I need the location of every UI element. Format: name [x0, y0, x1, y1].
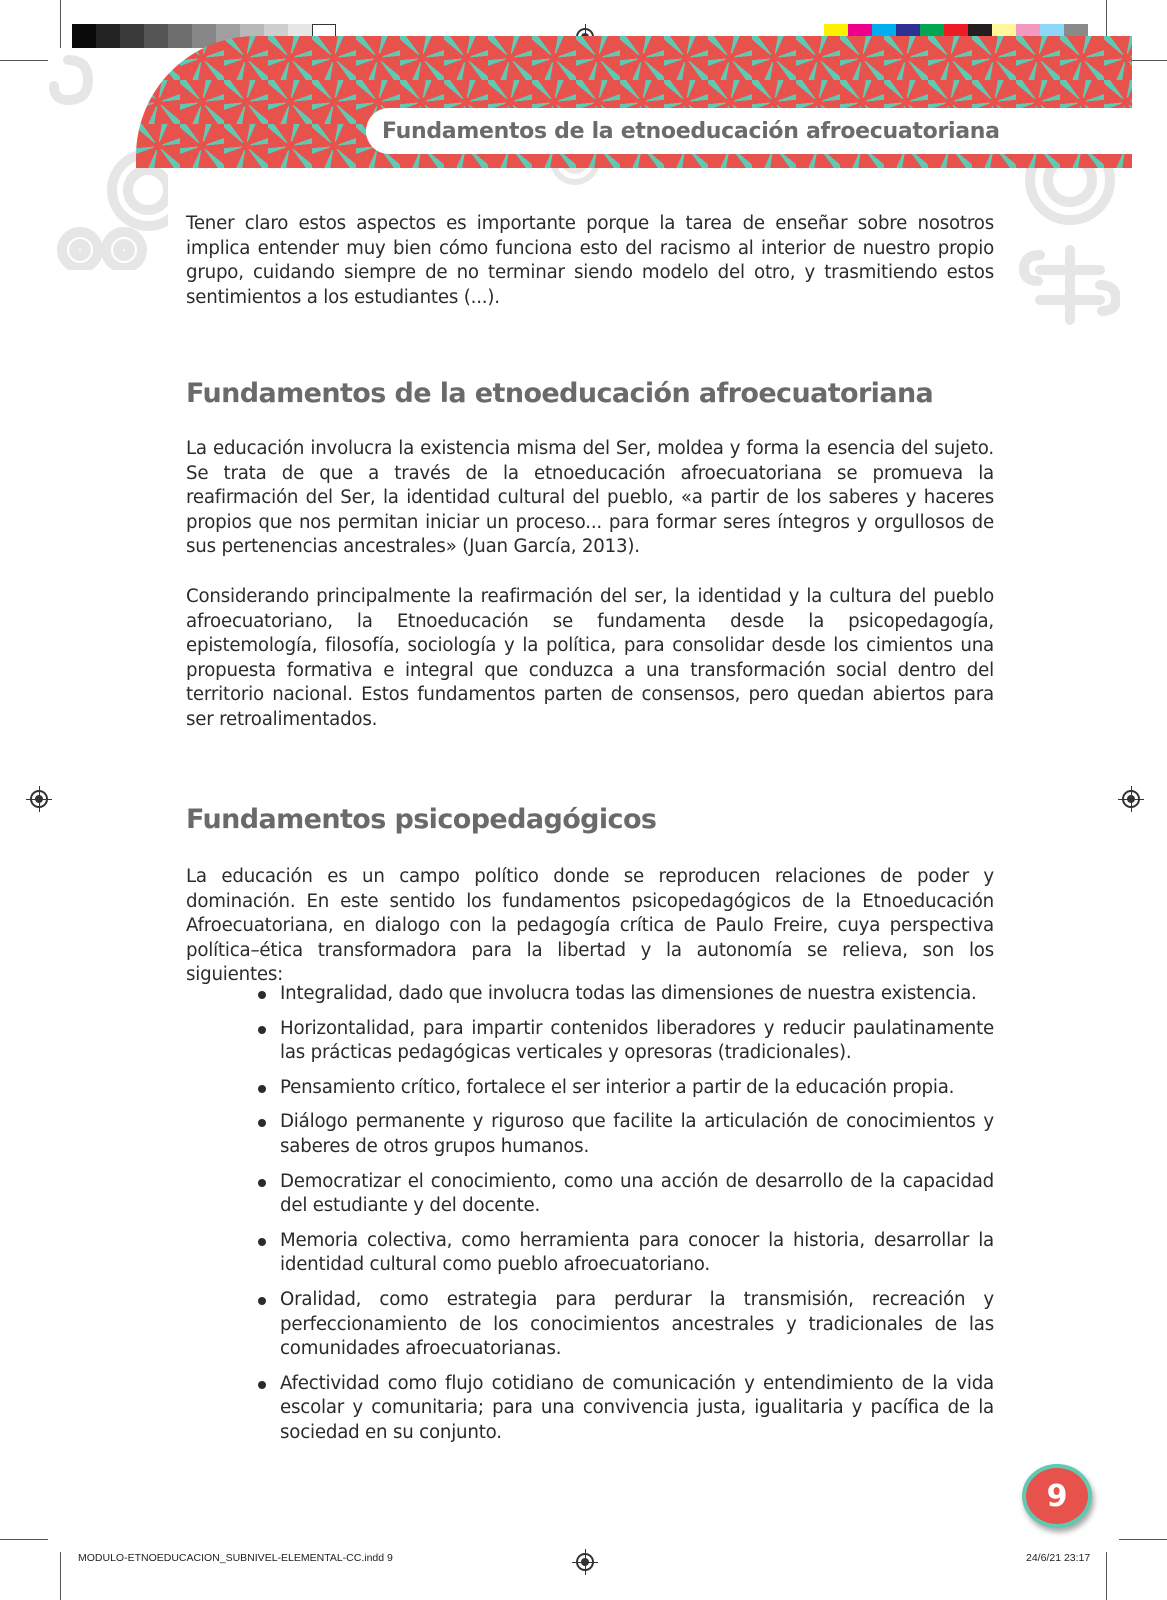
- crop-mark: [0, 1539, 48, 1540]
- section-heading: Fundamentos psicopedagógicos: [186, 804, 657, 835]
- registration-mark: [576, 1553, 594, 1571]
- principles-list-wrap: [256, 982, 994, 1456]
- list-item: Diálogo permanente y riguroso que facilite la articulación de conocimientos y saberes de otros grupos humanos.: [256, 1110, 994, 1159]
- section-paragraph: Considerando principalmente la reafirmación del ser, la identidad y la cultura del pueblo afroecuatoriano, la Etnoeducación se fundamenta desde la psicopedagogía, epistemología, filosofía, sociología y la política, para consolidar desde los cimientos una propuesta formativa e integral que conduzca a una transformación social dentro del territorio nacional. Estos fundamentos parten de consensos, pero quedan abiertos para ser retroalimentados.: [186, 586, 994, 730]
- section-paragraph: La educación es un campo político donde se reproducen relaciones de poder y dominación. En este sentido los fundamentos psicopedagógicos de la Etnoeducación Afroecuatoriana, en dialogo con la pedagogía crítica de Paulo Freire, cuya perspectiva política–ética transformadora para la libertad y la autonomía se relieva, son los siguientes:: [186, 866, 994, 986]
- crop-mark: [60, 1552, 61, 1600]
- running-header-title: Fundamentos de la etnoeducación afroecuatoriana: [382, 118, 1000, 144]
- crop-mark: [1106, 1552, 1107, 1600]
- section-etnoeducacion-body-2: [186, 585, 994, 733]
- list-item: Oralidad, como estrategia para perdurar la transmisión, recreación y perfeccionamiento de los conocimientos ancestrales y tradicionales de las comunidades afroecuatorianas.: [256, 1288, 994, 1362]
- page-number: 9: [1046, 1478, 1068, 1514]
- spiral-ornament-right: [1010, 160, 1120, 330]
- intro-block: [186, 212, 994, 310]
- list-item: Pensamiento crítico, fortalece el ser interior a partir de la educación propia.: [256, 1076, 994, 1101]
- list-item: Democratizar el conocimiento, como una acción de desarrollo de la capacidad del estudiante y del docente.: [256, 1170, 994, 1219]
- list-item: Integralidad, dado que involucra todas las dimensiones de nuestra existencia.: [256, 982, 994, 1007]
- section-psicopedagogicos-body: [186, 865, 994, 988]
- section-paragraph: La educación involucra la existencia misma del Ser, moldea y forma la esencia del sujeto. Se trata de que a través de la etnoeducación afroecuatoriana se promueva la reafirmación del Ser, la identidad cultural del pueblo, «a partir de los saberes y haceres propios que nos permitan iniciar un proceso... para formar seres íntegros y orgullosos de sus pertenencias ancestrales» (Juan García, 2013).: [186, 438, 994, 558]
- registration-mark: [30, 790, 48, 808]
- registration-mark: [1122, 790, 1140, 808]
- section-heading: Fundamentos de la etnoeducación afroecuatoriana: [186, 378, 934, 409]
- crop-mark: [1119, 1539, 1167, 1540]
- section-psicopedagogicos: [186, 804, 994, 835]
- intro-paragraph: Tener claro estos aspectos es importante porque la tarea de enseñar sobre nosotros implica entender muy bien cómo funciona esto del racismo al interior de nuestro propio grupo, cuidando siempre de no terminar siendo modelo del otro, y trasmitiendo estos sentimientos a los estudiantes (...).: [186, 213, 994, 308]
- page-number-badge: [1022, 1464, 1092, 1528]
- slug-timestamp: 24/6/21 23:17: [1026, 1552, 1091, 1564]
- list-item: Memoria colectiva, como herramienta para conocer la historia, desarrollar la identidad cultural como pueblo afroecuatoriano.: [256, 1229, 994, 1278]
- list-item: Afectividad como flujo cotidiano de comunicación y entendimiento de la vida escolar y comunitaria; para una convivencia justa, igualitaria y pacífica de la sociedad en su conjunto.: [256, 1372, 994, 1446]
- list-item: Horizontalidad, para impartir contenidos liberadores y reducir paulatinamente las prácticas pedagógicas verticales y opresoras (tradicionales).: [256, 1017, 994, 1066]
- header-title-box: [366, 108, 1132, 154]
- section-etnoeducacion-body: [186, 437, 994, 560]
- slug-filename: MODULO-ETNOEDUCACION_SUBNIVEL-ELEMENTAL-CC.indd 9: [78, 1552, 393, 1564]
- principles-list: [256, 982, 994, 1446]
- section-etnoeducacion: [186, 378, 994, 409]
